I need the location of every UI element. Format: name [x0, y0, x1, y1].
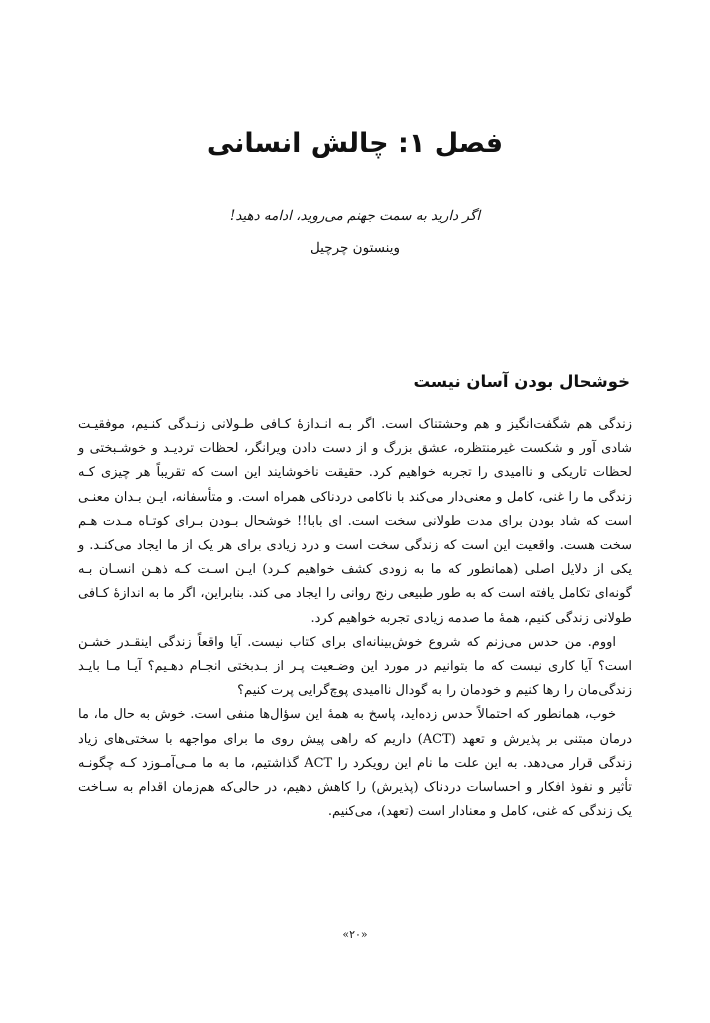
section-heading: خوشحال بودن آسان نیست	[413, 372, 630, 391]
epigraph-quote: اگر دارید به سمت جهنم می‌روید، ادامه دهید!	[229, 208, 481, 224]
paragraph-1: زندگی هم شگفت‌انگیز و هم وحشتناک است. اگر بـه انـدازۀ کـافی طـولانی زنـدگی کنـیم، موفقیـت شادی آور و شکست غیرمنتظره، عشق بزرگ و از دست دادن ویرانگر، لحظات تردیـد و خوشـبختی و لحظات تاریکی و ناامیدی را تجربه خواهیم کرد. حقیقت ناخوشایند این است که تقریباً هر چیزی کـه زندگی ما را غنی، کامل و معنی‌دار می‌کند با ناکامی دردناکی همراه است. و متأسفانه، ایـن بـدان معنـی است که شاد بودن برای مدت طولانی سخت است. ای بابا!! خوشحال بـودن بـرای کوتـاه مـدت هـم سخت هست. واقعیت این است که زندگی سخت است و درد زیادی برای هر یک از ما ایجاد می‌کنـد. و یکی از دلایل اصلی (همانطور که ما به زودی کشف خواهیم کـرد) ایـن اسـت کـه ذهـن انسـان بـه گونه‌ای تکامل یافته است که به طور طبیعی رنج روانی را ایجاد می کند. بنابراین، اگر ما به اندازۀ کـافی طولانی زندگی کنیم، همۀ ما صدمه زیادی تجربه خواهیم کرد.	[78, 417, 632, 626]
epigraph-author: وینستون چرچیل	[309, 240, 401, 256]
page-number: «۲۰»	[342, 928, 368, 941]
body-text	[78, 413, 632, 824]
paragraph-2: اووم. من حدس می‌زنم که شروع خوش‌بینانه‌ای برای کتاب نیست. آیا واقعاً زندگی اینقـدر خشـن است؟ آیا کاری نیست که ما بتوانیم در مورد این وضـعیت پـر از بـدبختی انجـام دهـیم؟ آیـا مـا بایـد زندگی‌مان را رها کنیم و خودمان را به گودال ناامیدی پوچ‌گرایی پرت کنیم؟	[78, 634, 632, 699]
chapter-title: فصل ۱: چالش انسانی	[206, 128, 504, 159]
paragraph-3: خوب، همانطور که احتمالاً حدس زده‌اید، پاسخ به همۀ این سؤال‌ها منفی است. خوش به حال ما، ما درمان مبتنی بر پذیرش و تعهد (ACT) داریم که راهی پیش روی ما برای مواجهه با سختی‌های زیاد زندگی قرار می‌دهد. به این علت ما نام این رویکرد را ACT گذاشتیم، ما به ما مـی‌آمـوزد کـه چگونـه تأثیر و نفوذ افکار و احساسات دردناک (پذیرش) را کاهش دهیم، در حالی‌که هم‌زمان اقدام به سـاخت یک زندگی که غنی، کامل و معنادار است (تعهد)، می‌کنیم.	[78, 707, 632, 820]
